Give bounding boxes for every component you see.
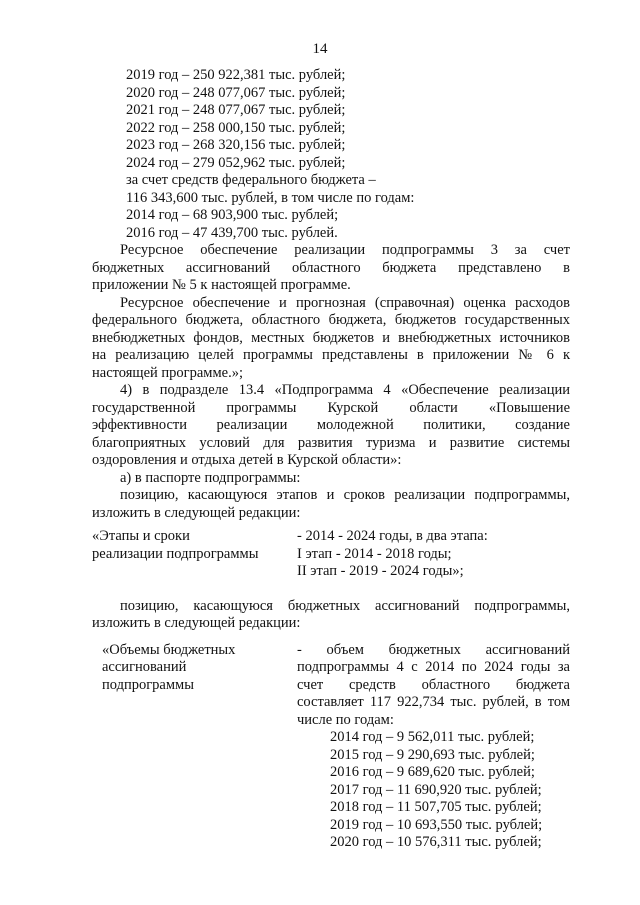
federal-intro: за счет средств федерального бюджета –: [126, 172, 376, 188]
year-line: 2016 год – 9 689,620 тыс. рублей;: [330, 764, 535, 780]
year-line: 2020 год – 248 077,067 тыс. рублей;: [126, 84, 346, 101]
budget-table-value: - объем бюджетных ассигнований подпрограммы 4 с 2014 по 2024 годы за счет средств областного бюджета составляет 117 922,734 тыс. рублей, в том числе по годам: 2014 год – 9 562,011 тыс. рублей; 2015 год – 9 290,693 тыс. рублей; 2016 год – 9 689,620 тыс. рублей; 2017 год – 11 690,920 тыс. рублей; 2018 год – 11 507,705 тыс. рублей; 2019 год – 10 693,550 тыс. рублей; 2020 год – 10 576,311 тыс. рублей;: [297, 641, 570, 850]
paragraph-subsection-13-4: 4) в подразделе 13.4 «Подпрограмма 4 «Обеспечение реализации государственной программы Курской области «Повышение эффективности реализации молодежной политики, создание благоприятных условий для развития туризма и развитие системы оздоровления и отдыха детей в Курской области»:: [92, 382, 570, 468]
year-line: 2016 год – 47 439,700 тыс. рублей.: [126, 224, 338, 241]
year-line: 2023 год – 268 320,156 тыс. рублей;: [126, 137, 346, 153]
year-line: 2014 год – 9 562,011 тыс. рублей;: [330, 729, 535, 745]
budget-years-list: [297, 729, 570, 852]
budget-table-label: «Объемы бюджетных ассигнований подпрограммы: [102, 641, 236, 693]
year-line: 2019 год – 250 922,381 тыс. рублей;: [126, 67, 346, 83]
stages-table-label: «Этапы и сроки реализации подпрограммы: [92, 528, 259, 562]
year-line: 2018 год – 11 507,705 тыс. рублей;: [330, 799, 542, 815]
stages-table-value: - 2014 - 2024 годы, в два этапа: I этап - 2014 - 2018 годы; II этап - 2019 - 2024 годы»;: [297, 528, 488, 579]
year-line: 2014 год – 68 903,900 тыс. рублей;: [126, 207, 339, 223]
page-content: [92, 67, 570, 852]
year-line: 2020 год – 10 576,311 тыс. рублей;: [330, 834, 542, 850]
page-number: 14: [312, 41, 328, 57]
item-a: а) в паспорте подпрограммы:: [120, 469, 301, 486]
year-line: 2015 год – 9 290,693 тыс. рублей;: [330, 746, 535, 763]
paragraph-stages-position: позицию, касающуюся этапов и сроков реализации подпрограммы, изложить в следующей редакции:: [92, 487, 570, 521]
paragraph-budget-position: позицию, касающуюся бюджетных ассигнований подпрограммы, изложить в следующей редакции:: [92, 597, 570, 631]
year-line: 2019 год – 10 693,550 тыс. рублей;: [330, 816, 543, 833]
year-line: 2022 год – 258 000,150 тыс. рублей;: [126, 119, 346, 136]
paragraph-resource-3: Ресурсное обеспечение реализации подпрограммы 3 за счет бюджетных ассигнований областного бюджета представлено в приложении № 5 к настоящей программе.: [92, 242, 570, 293]
top-years-list: [92, 67, 570, 242]
year-line: 2024 год – 279 052,962 тыс. рублей;: [126, 154, 346, 171]
budget-table: [92, 642, 570, 852]
federal-total: 116 343,600 тыс. рублей, в том числе по годам:: [126, 189, 415, 206]
stages-table: [92, 528, 570, 581]
paragraph-resource-forecast: Ресурсное обеспечение и прогнозная (справочная) оценка расходов федерального бюджета, областного бюджета, бюджетов государственных внебюджетных фондов, местных бюджетов и внебюджетных источников на реализацию целей программы представлены в приложении № 6 к настоящей программе.»;: [92, 294, 570, 381]
year-line: 2021 год – 248 077,067 тыс. рублей;: [126, 102, 346, 118]
year-line: 2017 год – 11 690,920 тыс. рублей;: [330, 781, 542, 798]
